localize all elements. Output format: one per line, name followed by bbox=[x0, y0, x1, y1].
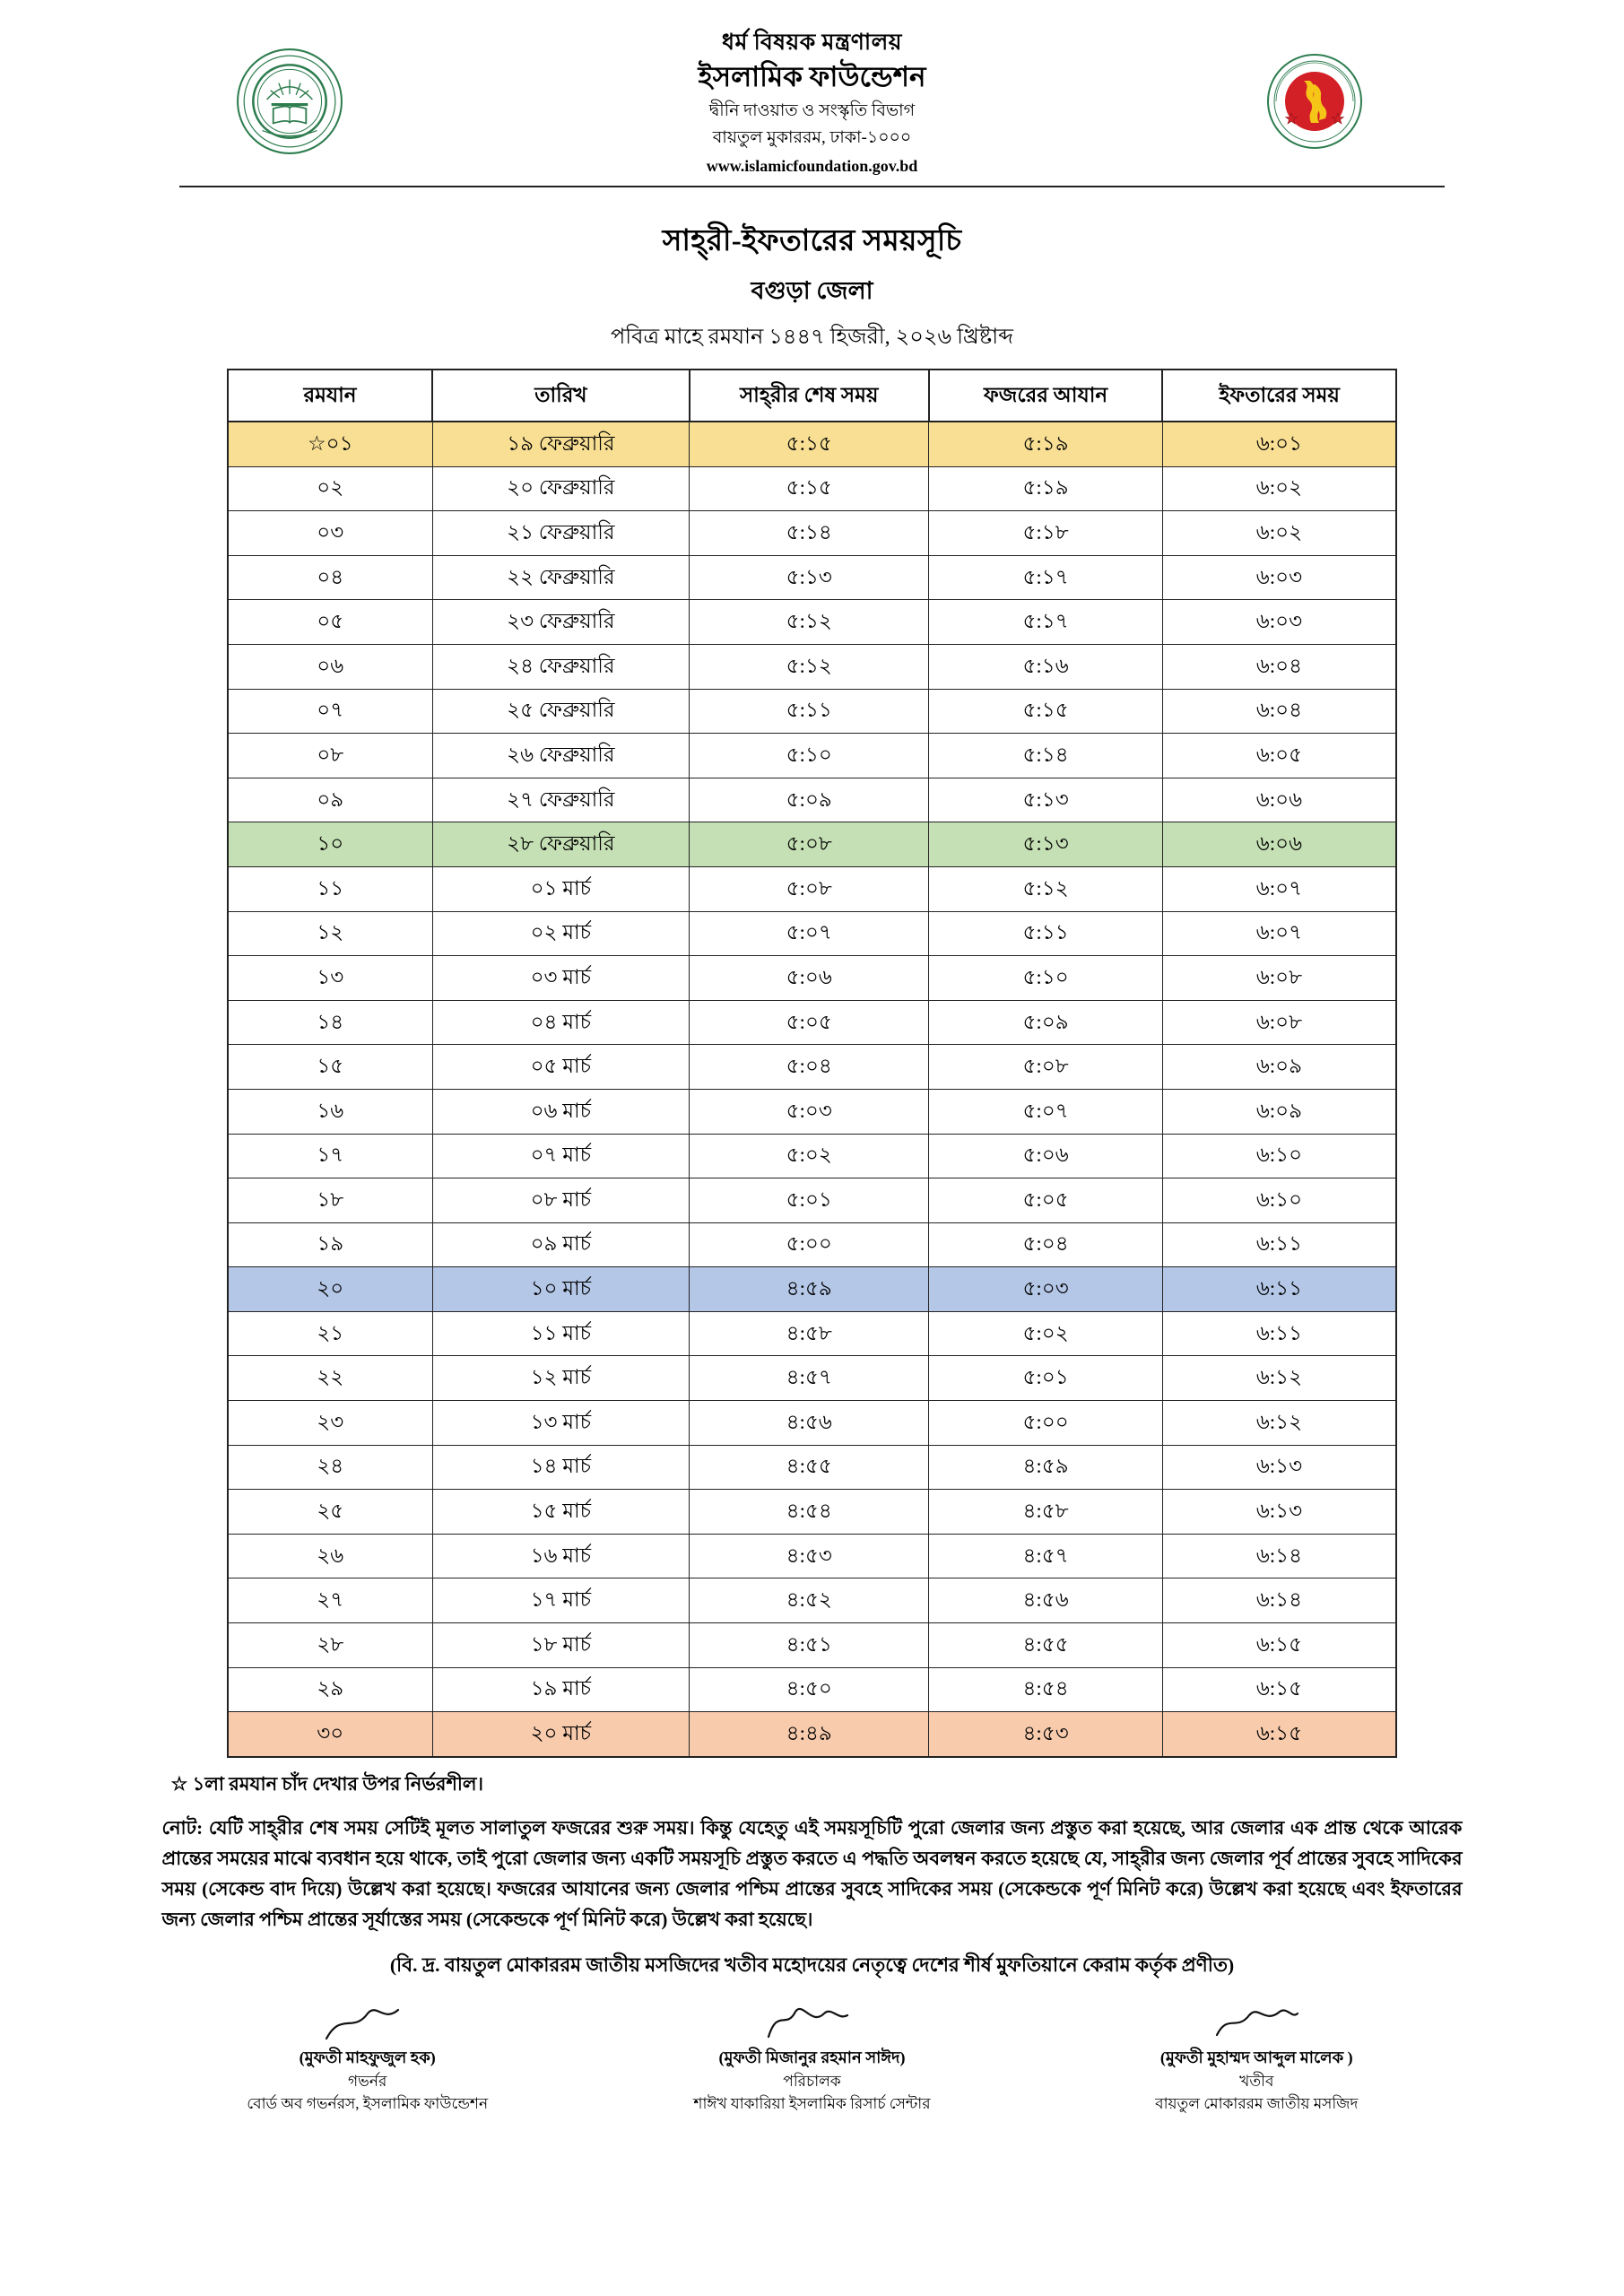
signature-mark-icon bbox=[593, 2003, 1030, 2044]
cell-date: ২৩ ফেব্রুয়ারি bbox=[432, 600, 690, 645]
signature-block bbox=[593, 2003, 1030, 2116]
cell-date: ১১ মার্চ bbox=[432, 1311, 690, 1356]
cell-iftar: ৬:১১ bbox=[1162, 1267, 1396, 1312]
cell-sehri: ৪:৫৭ bbox=[690, 1356, 929, 1401]
cell-ramadan: ০২ bbox=[228, 466, 432, 511]
cell-iftar: ৬:০১ bbox=[1162, 422, 1396, 466]
cell-iftar: ৬:১২ bbox=[1162, 1356, 1396, 1401]
column-header-sehri: সাহ্‌রীর শেষ সময় bbox=[690, 370, 929, 422]
cell-sehri: ৪:৫৯ bbox=[690, 1267, 929, 1312]
cell-sehri: ৫:০৮ bbox=[690, 822, 929, 867]
cell-iftar: ৬:১১ bbox=[1162, 1222, 1396, 1267]
cell-date: ২৮ ফেব্রুয়ারি bbox=[432, 822, 690, 867]
cell-ramadan: ০৭ bbox=[228, 689, 432, 734]
cell-fajr: ৫:০৬ bbox=[929, 1134, 1163, 1178]
cell-fajr: ৫:০৭ bbox=[929, 1089, 1163, 1134]
cell-sehri: ৫:১২ bbox=[690, 644, 929, 689]
table-row bbox=[228, 1356, 1396, 1401]
cell-fajr: ৪:৫৫ bbox=[929, 1623, 1163, 1668]
cell-date: ২১ ফেব্রুয়ারি bbox=[432, 511, 690, 556]
table-row bbox=[228, 422, 1396, 466]
table-header-row bbox=[228, 370, 1396, 422]
cell-sehri: ৫:১৫ bbox=[690, 422, 929, 466]
moon-sighting-footnote: ☆ ১লা রমযান চাঁদ দেখার উপর নির্ভরশীল। bbox=[170, 1772, 484, 1795]
cell-date: ০৪ মার্চ bbox=[432, 1000, 690, 1045]
cell-date: ১৯ ফেব্রুয়ারি bbox=[432, 422, 690, 466]
cell-sehri: ৫:১০ bbox=[690, 734, 929, 778]
cell-iftar: ৬:০৯ bbox=[1162, 1089, 1396, 1134]
cell-date: ০১ মার্চ bbox=[432, 866, 690, 911]
header-divider bbox=[179, 186, 1445, 187]
cell-fajr: ৫:১০ bbox=[929, 956, 1163, 1001]
table-row bbox=[228, 1222, 1396, 1267]
cell-fajr: ৪:৫৪ bbox=[929, 1667, 1163, 1712]
website-url[interactable]: www.islamicfoundation.gov.bd bbox=[706, 156, 918, 175]
signature-block bbox=[149, 2003, 586, 2116]
cell-ramadan: ১৫ bbox=[228, 1045, 432, 1090]
cell-sehri: ৫:০৯ bbox=[690, 778, 929, 822]
cell-sehri: ৫:১৫ bbox=[690, 466, 929, 511]
cell-iftar: ৬:০৩ bbox=[1162, 555, 1396, 600]
table-row bbox=[228, 911, 1396, 956]
cell-ramadan: ১২ bbox=[228, 911, 432, 956]
cell-fajr: ৫:০৮ bbox=[929, 1045, 1163, 1090]
cell-fajr: ৫:১৯ bbox=[929, 466, 1163, 511]
cell-iftar: ৬:১৩ bbox=[1162, 1445, 1396, 1490]
table-row bbox=[228, 778, 1396, 822]
signatory-role: পরিচালক bbox=[783, 2072, 841, 2090]
cell-ramadan: ২২ bbox=[228, 1356, 432, 1401]
cell-ramadan: ১৮ bbox=[228, 1178, 432, 1223]
cell-ramadan: ১৩ bbox=[228, 956, 432, 1001]
signature-mark-icon bbox=[1038, 2003, 1475, 2044]
cell-date: ০২ মার্চ bbox=[432, 911, 690, 956]
cell-ramadan: ০৮ bbox=[228, 734, 432, 778]
column-header-fajr: ফজরের আযান bbox=[929, 370, 1163, 422]
cell-date: ২৫ ফেব্রুয়ারি bbox=[432, 689, 690, 734]
document-header bbox=[0, 0, 1624, 202]
column-header-iftar: ইফতারের সময় bbox=[1162, 370, 1396, 422]
cell-date: ২৬ ফেব্রুয়ারি bbox=[432, 734, 690, 778]
cell-fajr: ৪:৫৮ bbox=[929, 1490, 1163, 1535]
cell-sehri: ৫:০১ bbox=[690, 1178, 929, 1223]
table-row bbox=[228, 466, 1396, 511]
attribution-line: (বি. দ্র. বায়তুল মোকাররম জাতীয় মসজিদের খতীব মহোদয়ের নেতৃত্বে দেশের শীর্ষ মুফতিয়ানে কেরাম কর্তৃক প্রণীত) bbox=[389, 1953, 1235, 1976]
cell-sehri: ৫:১২ bbox=[690, 600, 929, 645]
cell-date: ১৬ মার্চ bbox=[432, 1534, 690, 1578]
cell-ramadan: ☆০১ bbox=[228, 422, 432, 466]
cell-ramadan: ২৫ bbox=[228, 1490, 432, 1535]
table-row bbox=[228, 956, 1396, 1001]
schedule-table-wrapper bbox=[227, 369, 1397, 1758]
islamic-foundation-seal-icon bbox=[235, 47, 344, 156]
cell-ramadan: ০৩ bbox=[228, 511, 432, 556]
cell-fajr: ৫:১৭ bbox=[929, 555, 1163, 600]
cell-iftar: ৬:০৪ bbox=[1162, 644, 1396, 689]
cell-iftar: ৬:০২ bbox=[1162, 511, 1396, 556]
table-row bbox=[228, 644, 1396, 689]
cell-fajr: ৫:০৫ bbox=[929, 1178, 1163, 1223]
signatory-name: (মুফতী মুহাম্মদ আব্দুল মালেক ) bbox=[1159, 2048, 1353, 2066]
cell-iftar: ৬:১০ bbox=[1162, 1134, 1396, 1178]
cell-ramadan: ২০ bbox=[228, 1267, 432, 1312]
cell-sehri: ৫:০৫ bbox=[690, 1000, 929, 1045]
cell-iftar: ৬:০৮ bbox=[1162, 1000, 1396, 1045]
note-label: নোট: bbox=[161, 1816, 204, 1839]
ministry-name: ধর্ম বিষয়ক মন্ত্রণালয় bbox=[722, 30, 902, 55]
ramadan-schedule-table bbox=[227, 369, 1397, 1758]
cell-date: ২০ মার্চ bbox=[432, 1712, 690, 1757]
cell-iftar: ৬:০৭ bbox=[1162, 866, 1396, 911]
cell-ramadan: ২৯ bbox=[228, 1667, 432, 1712]
cell-date: ১০ মার্চ bbox=[432, 1267, 690, 1312]
signatory-name: (মুফতী মিজানুর রহমান সাঈদ) bbox=[718, 2048, 906, 2066]
cell-date: ১৩ মার্চ bbox=[432, 1401, 690, 1446]
cell-fajr: ৫:০৪ bbox=[929, 1222, 1163, 1267]
cell-iftar: ৬:১১ bbox=[1162, 1311, 1396, 1356]
table-row bbox=[228, 1045, 1396, 1090]
cell-ramadan: ১৭ bbox=[228, 1134, 432, 1178]
signature-mark-icon bbox=[149, 2003, 586, 2044]
signatory-organization: শাঈখ যাকারিয়া ইসলামিক রিসার্চ সেন্টার bbox=[693, 2095, 931, 2113]
explanatory-note bbox=[162, 1813, 1463, 1935]
cell-date: ১৯ মার্চ bbox=[432, 1667, 690, 1712]
cell-ramadan: ২১ bbox=[228, 1311, 432, 1356]
office-address: বায়তুল মুকাররম, ঢাকা-১০০০ bbox=[712, 127, 912, 147]
district-name: বগুড়া জেলা bbox=[751, 277, 873, 304]
cell-iftar: ৬:০৮ bbox=[1162, 956, 1396, 1001]
signatory-role: খতীব bbox=[1239, 2072, 1274, 2090]
cell-sehri: ৫:০৮ bbox=[690, 866, 929, 911]
cell-ramadan: ২৩ bbox=[228, 1401, 432, 1446]
cell-sehri: ৪:৫৩ bbox=[690, 1534, 929, 1578]
cell-sehri: ৫:০৭ bbox=[690, 911, 929, 956]
table-row bbox=[228, 511, 1396, 556]
cell-date: ০৯ মার্চ bbox=[432, 1222, 690, 1267]
cell-sehri: ৫:০৩ bbox=[690, 1089, 929, 1134]
cell-ramadan: ১১ bbox=[228, 866, 432, 911]
cell-date: ১৮ মার্চ bbox=[432, 1623, 690, 1668]
cell-iftar: ৬:১০ bbox=[1162, 1178, 1396, 1223]
table-row bbox=[228, 822, 1396, 867]
note-body: যেটি সাহ্‌রীর শেষ সময় সেটিই মূলত সালাতুল ফজরের শুরু সময়। কিন্তু যেহেতু এই সময়সূচিটি পুরো জেলার জন্য প্রস্তুত করা হয়েছে, আর জেলার এক প্রান্ত থেকে আরেক প্রান্তের সময়ের মাঝে ব্যবধান হয়ে থাকে, তাই পুরো জেলার জন্য একটি সময়সূচি প্রস্তুত করতে এ পদ্ধতি অবলম্বন করতে হয়েছে যে, সাহ্‌রীর জন্য জেলার পূর্ব প্রান্তের সুবহে সাদিকের সময় (সেকেন্ড বাদ দিয়ে) উল্লেখ করা হয়েছে। ফজরের আযানের জন্য জেলার পশ্চিম প্রান্তের সুবহে সাদিকের সময় (সেকেন্ডকে পূর্ণ মিনিট করে) উল্লেখ করা হয়েছে এবং ইফতারের জন্য জেলার পশ্চিম প্রান্তের সূর্যাস্তের সময় (সেকেন্ডকে পূর্ণ মিনিট করে) উল্লেখ করা হয়েছে। bbox=[161, 1816, 1463, 1930]
table-row bbox=[228, 1534, 1396, 1578]
organization-name: ইসলামিক ফাউন্ডেশন bbox=[698, 61, 926, 92]
page-title: সাহ্‌রী-ইফতারের সময়সূচি bbox=[662, 225, 962, 257]
cell-sehri: ৫:১৪ bbox=[690, 511, 929, 556]
table-row bbox=[228, 689, 1396, 734]
cell-iftar: ৬:০৫ bbox=[1162, 734, 1396, 778]
title-block bbox=[0, 217, 1624, 356]
cell-fajr: ৫:১১ bbox=[929, 911, 1163, 956]
cell-ramadan: ১৬ bbox=[228, 1089, 432, 1134]
cell-iftar: ৬:০৬ bbox=[1162, 822, 1396, 867]
cell-fajr: ৫:১৫ bbox=[929, 689, 1163, 734]
cell-fajr: ৪:৫৭ bbox=[929, 1534, 1163, 1578]
cell-date: ১৫ মার্চ bbox=[432, 1490, 690, 1535]
cell-ramadan: ১০ bbox=[228, 822, 432, 867]
table-row bbox=[228, 1712, 1396, 1757]
cell-iftar: ৬:০৯ bbox=[1162, 1045, 1396, 1090]
table-row bbox=[228, 1311, 1396, 1356]
cell-fajr: ৫:০২ bbox=[929, 1311, 1163, 1356]
cell-date: ২০ ফেব্রুয়ারি bbox=[432, 466, 690, 511]
cell-date: ২৭ ফেব্রুয়ারি bbox=[432, 778, 690, 822]
footnotes-block bbox=[162, 1770, 1463, 1983]
cell-ramadan: ৩০ bbox=[228, 1712, 432, 1757]
cell-ramadan: ২৬ bbox=[228, 1534, 432, 1578]
table-row bbox=[228, 1134, 1396, 1178]
table-row bbox=[228, 555, 1396, 600]
cell-fajr: ৫:১৩ bbox=[929, 822, 1163, 867]
cell-iftar: ৬:১৪ bbox=[1162, 1578, 1396, 1623]
cell-iftar: ৬:১৫ bbox=[1162, 1667, 1396, 1712]
cell-iftar: ৬:০২ bbox=[1162, 466, 1396, 511]
signatory-role: গভর্নর bbox=[348, 2072, 387, 2090]
cell-date: ০৫ মার্চ bbox=[432, 1045, 690, 1090]
cell-fajr: ৫:১৩ bbox=[929, 778, 1163, 822]
table-row bbox=[228, 1089, 1396, 1134]
table-row bbox=[228, 1490, 1396, 1535]
cell-date: ০৬ মার্চ bbox=[432, 1089, 690, 1134]
table-row bbox=[228, 866, 1396, 911]
cell-ramadan: ০৯ bbox=[228, 778, 432, 822]
bangladesh-government-seal-icon bbox=[1265, 52, 1364, 151]
cell-iftar: ৬:১৫ bbox=[1162, 1623, 1396, 1668]
cell-sehri: ৪:৫৬ bbox=[690, 1401, 929, 1446]
cell-sehri: ৪:৫১ bbox=[690, 1623, 929, 1668]
cell-sehri: ৫:১১ bbox=[690, 689, 929, 734]
column-header-date: তারিখ bbox=[432, 370, 690, 422]
cell-ramadan: ০৬ bbox=[228, 644, 432, 689]
cell-iftar: ৬:১৩ bbox=[1162, 1490, 1396, 1535]
signatory-name: (মুফতী মাহফুজুল হক) bbox=[299, 2048, 436, 2066]
cell-date: ১৪ মার্চ bbox=[432, 1445, 690, 1490]
cell-iftar: ৬:১৫ bbox=[1162, 1712, 1396, 1757]
cell-fajr: ৫:০১ bbox=[929, 1356, 1163, 1401]
cell-date: ১৭ মার্চ bbox=[432, 1578, 690, 1623]
cell-sehri: ৪:৪৯ bbox=[690, 1712, 929, 1757]
signatory-organization: বায়তুল মোকাররম জাতীয় মসজিদ bbox=[1155, 2095, 1359, 2113]
cell-sehri: ৪:৫২ bbox=[690, 1578, 929, 1623]
table-row bbox=[228, 1178, 1396, 1223]
signature-row bbox=[149, 2003, 1476, 2116]
cell-fajr: ৪:৫৯ bbox=[929, 1445, 1163, 1490]
table-row bbox=[228, 1000, 1396, 1045]
schedule-table-body bbox=[228, 422, 1396, 1757]
cell-iftar: ৬:০৭ bbox=[1162, 911, 1396, 956]
table-row bbox=[228, 1267, 1396, 1312]
cell-fajr: ৫:১৭ bbox=[929, 600, 1163, 645]
cell-fajr: ৪:৫৩ bbox=[929, 1712, 1163, 1757]
table-row bbox=[228, 1623, 1396, 1668]
column-header-ramadan: রমযান bbox=[228, 370, 432, 422]
cell-ramadan: ০৫ bbox=[228, 600, 432, 645]
cell-sehri: ৪:৫৪ bbox=[690, 1490, 929, 1535]
cell-date: ০৭ মার্চ bbox=[432, 1134, 690, 1178]
cell-ramadan: ২৭ bbox=[228, 1578, 432, 1623]
cell-fajr: ৫:১৮ bbox=[929, 511, 1163, 556]
cell-date: ২৪ ফেব্রুয়ারি bbox=[432, 644, 690, 689]
table-row bbox=[228, 1667, 1396, 1712]
cell-ramadan: ২৮ bbox=[228, 1623, 432, 1668]
cell-iftar: ৬:১২ bbox=[1162, 1401, 1396, 1446]
cell-date: ১২ মার্চ bbox=[432, 1356, 690, 1401]
cell-sehri: ৫:০৪ bbox=[690, 1045, 929, 1090]
table-row bbox=[228, 600, 1396, 645]
cell-sehri: ৪:৫৮ bbox=[690, 1311, 929, 1356]
table-row bbox=[228, 1578, 1396, 1623]
hijri-year-subtitle: পবিত্র মাহে রমযান ১৪৪৭ হিজরী, ২০২৬ খ্রিষ্টাব্দ bbox=[610, 326, 1013, 349]
cell-ramadan: ১৪ bbox=[228, 1000, 432, 1045]
cell-fajr: ৪:৫৬ bbox=[929, 1578, 1163, 1623]
department-name: দ্বীনি দাওয়াত ও সংস্কৃতি বিভাগ bbox=[708, 101, 916, 121]
signature-block bbox=[1038, 2003, 1475, 2116]
cell-iftar: ৬:০৪ bbox=[1162, 689, 1396, 734]
cell-iftar: ৬:০৬ bbox=[1162, 778, 1396, 822]
cell-sehri: ৪:৫৫ bbox=[690, 1445, 929, 1490]
table-row bbox=[228, 1445, 1396, 1490]
cell-fajr: ৫:০৩ bbox=[929, 1267, 1163, 1312]
cell-sehri: ৫:১৩ bbox=[690, 555, 929, 600]
cell-fajr: ৫:১২ bbox=[929, 866, 1163, 911]
cell-date: ০৩ মার্চ bbox=[432, 956, 690, 1001]
signatory-organization: বোর্ড অব গভর্নরস, ইসলামিক ফাউন্ডেশন bbox=[247, 2095, 489, 2113]
cell-ramadan: ১৯ bbox=[228, 1222, 432, 1267]
cell-ramadan: ০৪ bbox=[228, 555, 432, 600]
cell-sehri: ৫:০২ bbox=[690, 1134, 929, 1178]
cell-date: ২২ ফেব্রুয়ারি bbox=[432, 555, 690, 600]
table-row bbox=[228, 1401, 1396, 1446]
cell-ramadan: ২৪ bbox=[228, 1445, 432, 1490]
cell-fajr: ৫:১৬ bbox=[929, 644, 1163, 689]
cell-date: ০৮ মার্চ bbox=[432, 1178, 690, 1223]
cell-fajr: ৫:১৯ bbox=[929, 422, 1163, 466]
cell-iftar: ৬:১৪ bbox=[1162, 1534, 1396, 1578]
cell-sehri: ৫:০০ bbox=[690, 1222, 929, 1267]
cell-fajr: ৫:০৯ bbox=[929, 1000, 1163, 1045]
cell-sehri: ৫:০৬ bbox=[690, 956, 929, 1001]
table-row bbox=[228, 734, 1396, 778]
cell-fajr: ৫:০০ bbox=[929, 1401, 1163, 1446]
cell-iftar: ৬:০৩ bbox=[1162, 600, 1396, 645]
cell-fajr: ৫:১৪ bbox=[929, 734, 1163, 778]
cell-sehri: ৪:৫০ bbox=[690, 1667, 929, 1712]
